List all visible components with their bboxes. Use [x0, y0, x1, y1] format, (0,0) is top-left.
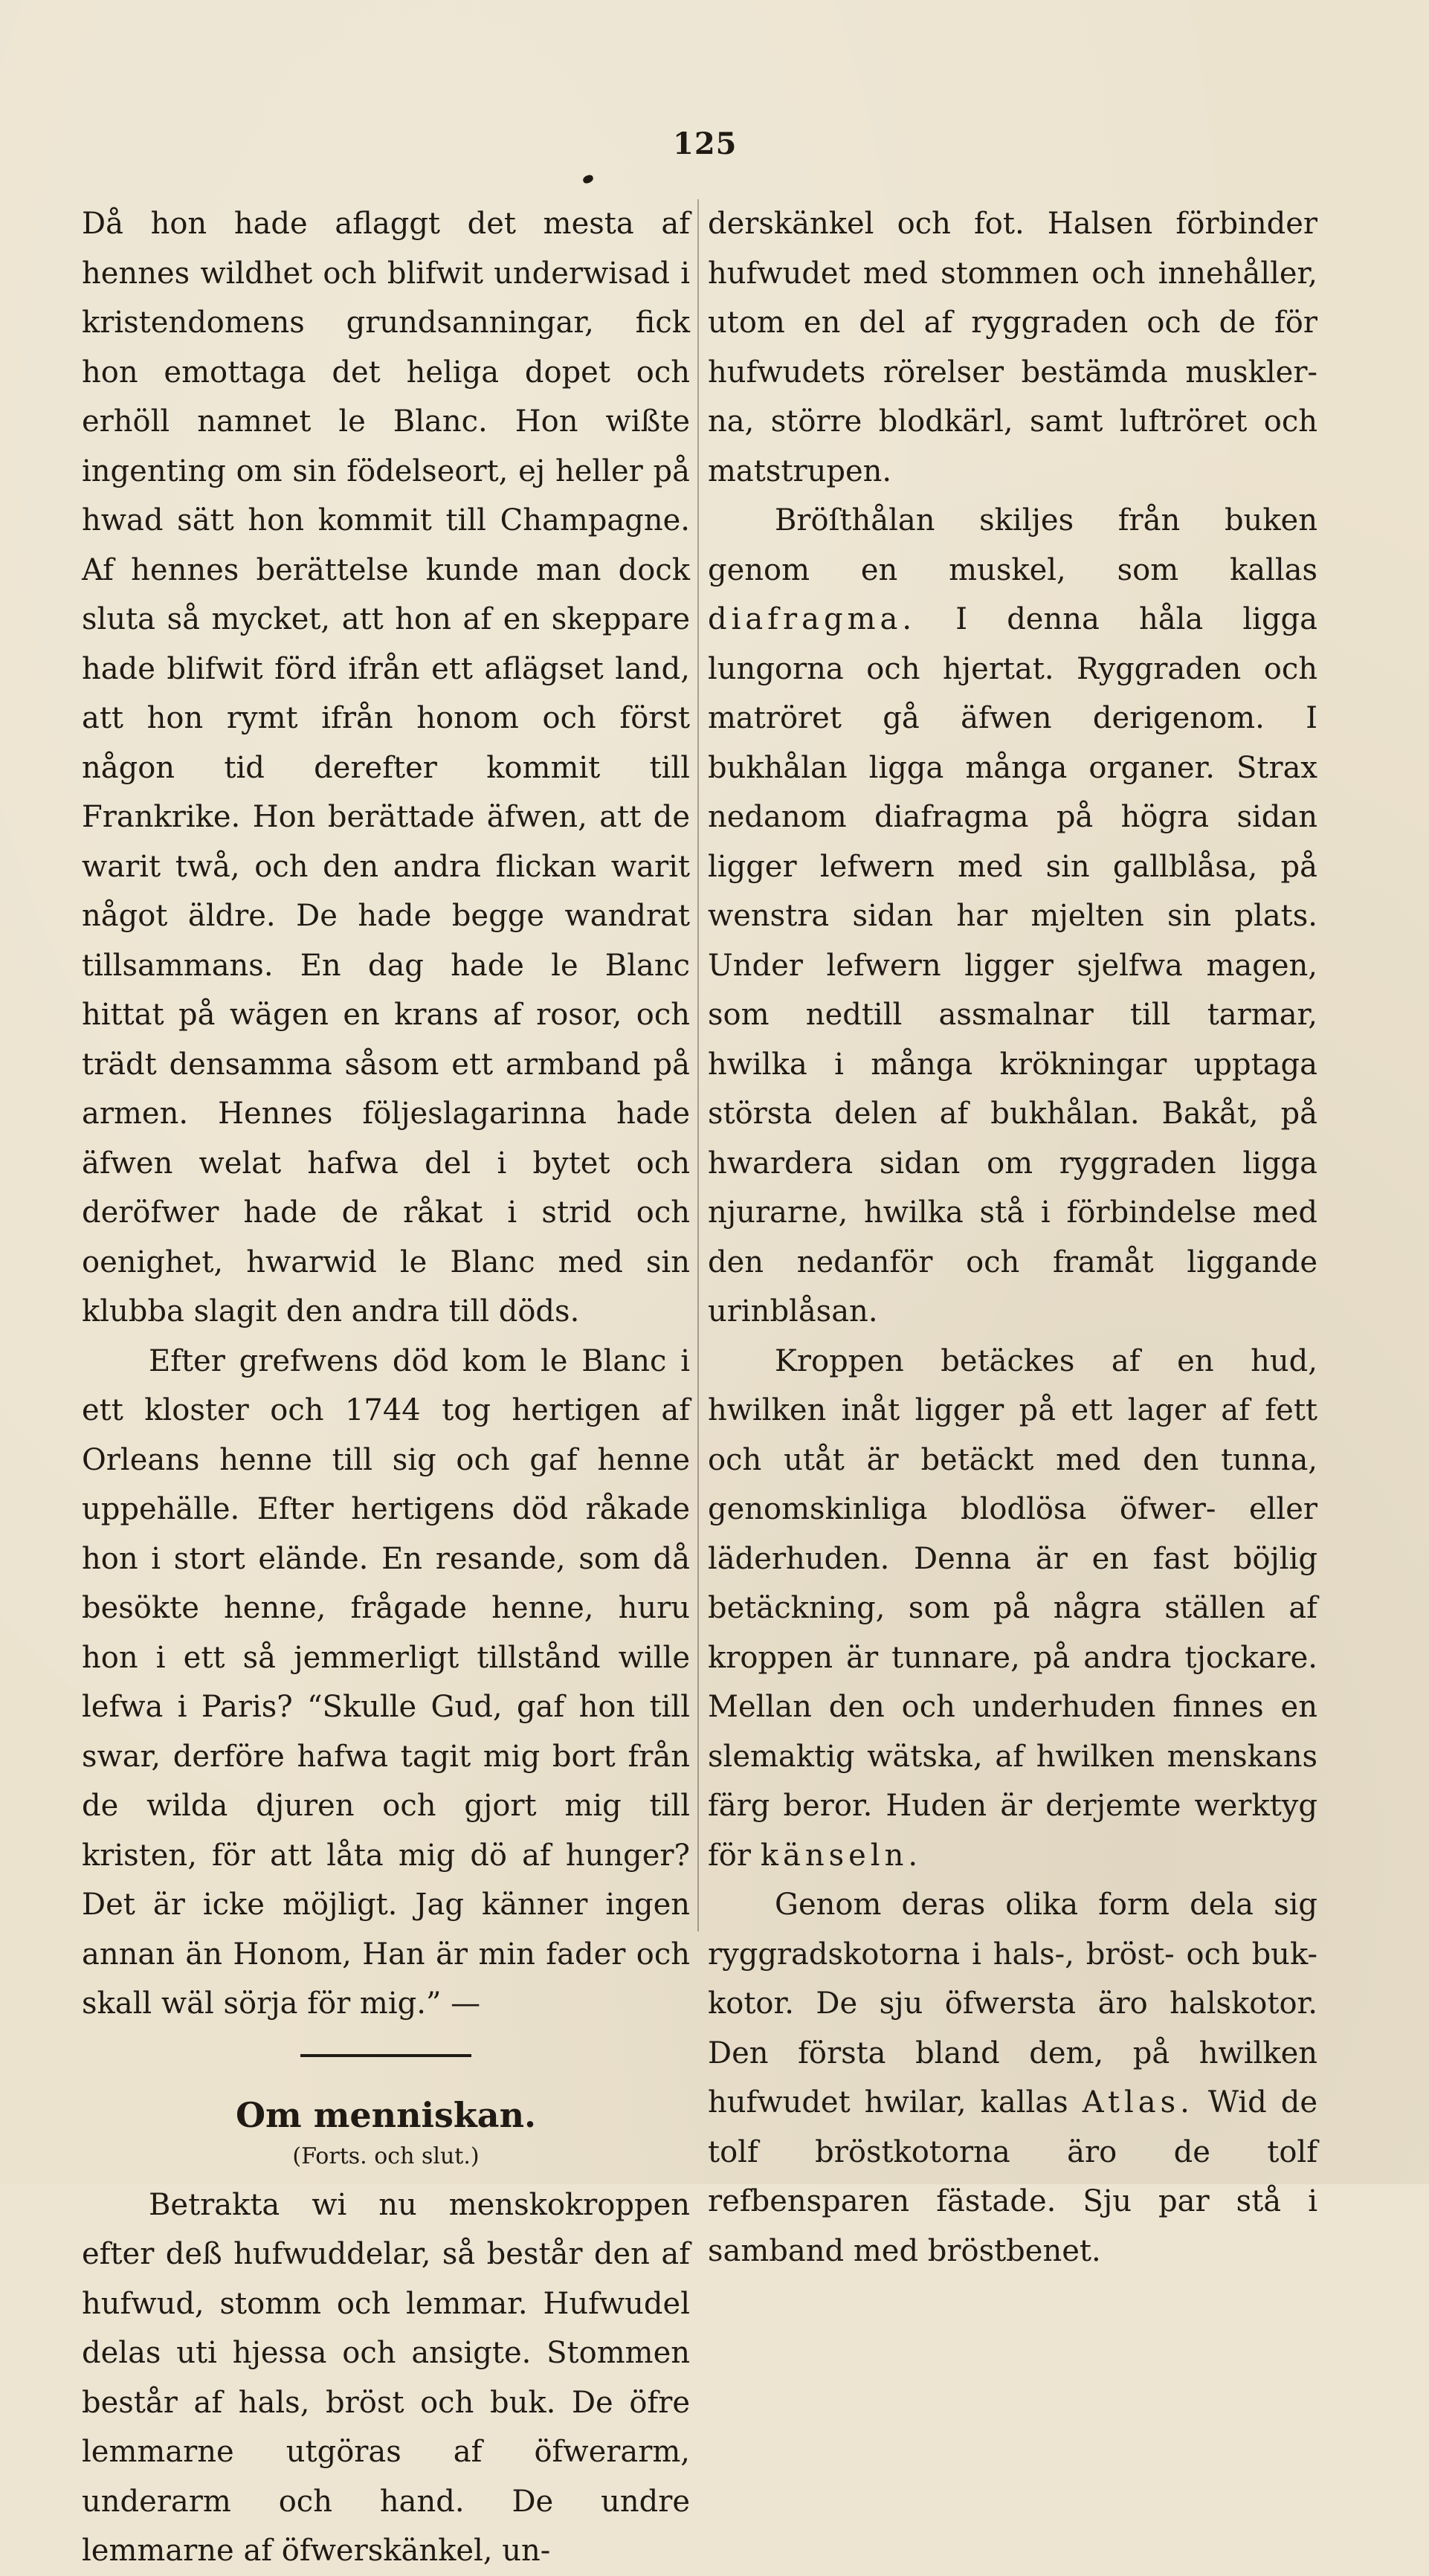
text-run: Kroppen betäckes af en hud, hwilken inåt ligger på ett lager af fett och utåt är betäckt med den tunna, genomskinliga blodlösa öfwer- eller läderhuden. Denna är en fast böjlig betäckning, som på några ställen af kroppen är tunnare, på andra tjockare. Mellan den och underhuden finnes en slemaktig wätska, af hwilken menskans färg beror. Huden är derjemte werktyg för — [708, 1343, 1317, 1873]
column-divider — [697, 199, 699, 1931]
paragraph — [708, 496, 1317, 1337]
section-subheading: (Forts. och slut.) — [292, 2143, 480, 2169]
paragraph: Efter grefwens död kom le Blanc i ett kloster och 1744 tog hertigen af Orleans henne till sig och gaf henne uppehälle. Efter hertigens död råkade hon i stort elände. En resande, som då besökte henne, frågade henne, huru hon i ett så jemmerligt tillstånd wille lefwa i Paris? “Skulle Gud, gaf hon till swar, derföre hafwa tagit mig bort från de wilda djuren och gjort mig till kristen, för att låta mig dö af hunger? Det är icke möjligt. Jag känner ingen annan än Honom, Han är min fader och skall wäl sörja för mig.” — — [82, 1343, 690, 2021]
text-run: Genom deras olika form dela sig ryggradskotorna i hals-, bröst- och buk-kotor. De sju öfwersta äro halskotor. Den första bland dem, på hwilken hufwudet hwilar, kallas — [708, 1888, 1317, 2120]
page-number: 125 — [673, 126, 738, 161]
section-divider — [300, 2054, 471, 2057]
emphasized-term: diafragma. — [708, 602, 917, 636]
text-run: I denna håla ligga lungorna och hjertat. Ryggraden och matröret gå äfwen derigenom. I bukhålan ligga många organer. Strax nedanom diafragma på högra sidan ligger lefwern med sin gallblåsa, på wenstra sidan har mjelten sin plats. Under lefwern ligger sjelfwa magen, som nedtill assmalnar till tarmar, hwilka i många krökningar upptaga största delen af bukhålan. Bakåt, på hwardera sidan om ryggraden ligga njurarne, hwilka stå i förbindelse med den nedanför och framåt liggande urinblåsan. — [708, 602, 1317, 1329]
section-heading: Om menniskan. — [235, 2094, 537, 2135]
right-column — [708, 199, 1317, 2276]
paragraph — [708, 1880, 1317, 2276]
emphasized-term: Atlas. — [1082, 2085, 1194, 2120]
paragraph: Då hon hade aflaggt det mesta af hennes wildhet och blifwit underwisad i kristendomens grundsanningar, fick hon emottaga det heliga dopet och erhöll namnet le Blanc. Hon wißte ingenting om sin födelseort, ej heller på hwad sätt hon kommit till Champagne. Af hennes berättelse kunde man dock sluta så mycket, att hon af en skeppare hade blifwit förd ifrån ett aflägset land, att hon rymt ifrån honom och först någon tid derefter kommit till Frankrike. Hon berättade äfwen, att de warit twå, och den andra flickan warit något äldre. De hade begge wandrat tillsammans. En dag hade le Blanc hittat på wägen en krans af rosor, och trädt densamma såsom ett armband på armen. Hennes följeslagarinna hade äfwen welat hafwa del i bytet och deröfwer hade de råkat i strid och oenighet, hwarwid le Blanc med sin klubba slagit den andra till döds. — [82, 207, 690, 1329]
paragraph — [708, 1337, 1317, 1881]
left-column — [82, 199, 690, 2576]
text-run: Bröſthålan skiljes från buken genom en muskel, som kallas — [708, 503, 1317, 587]
text-run: Wid de tolf bröstkotorna äro de tolf refbensparen fästade. Sju par stå i samband med bröstbenet. — [708, 2085, 1317, 2268]
paragraph: Betrakta wi nu menskokroppen efter deß hufwuddelar, så består den af hufwud, stomm och lemmar. Hufwudel delas uti hjessa och ansigte. Stommen består af hals, bröst och buk. De öfre lemmarne utgöras af öfwerarm, underarm och hand. De undre lemmarne af öfwerskänkel, un- — [82, 2187, 690, 2568]
ink-mark — [582, 174, 595, 184]
paragraph: derskänkel och fot. Halsen förbinder hufwudet med stommen och innehåller, utom en del af ryggraden och de för hufwudets rörelser bestämda musklerna, större blodkärl, samt luftröret och matstrupen. — [708, 207, 1317, 488]
emphasized-term: känseln. — [760, 1838, 923, 1873]
